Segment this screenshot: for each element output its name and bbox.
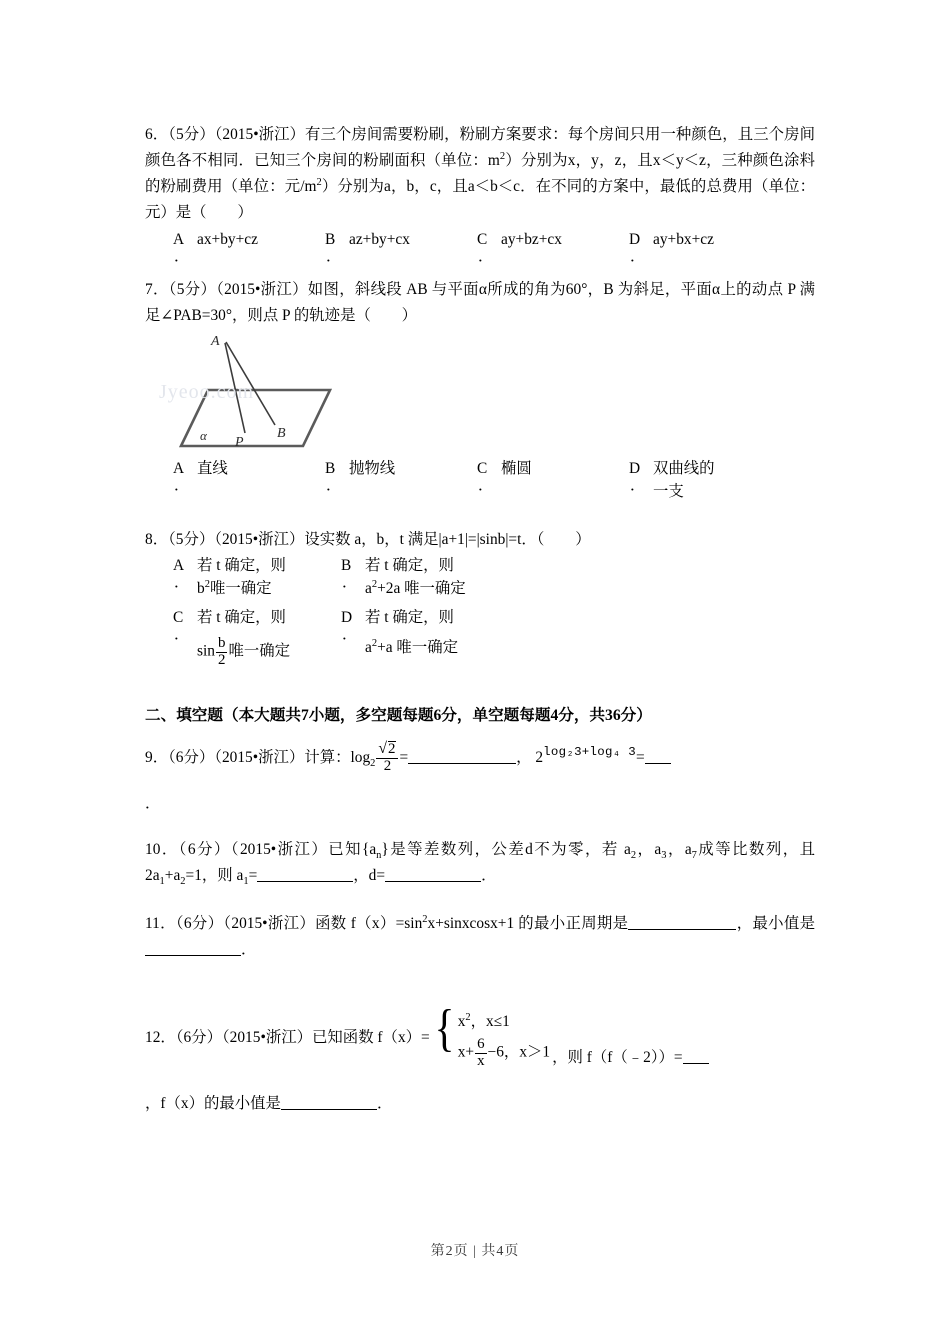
- case-2-pre: x+: [457, 1043, 475, 1061]
- case-2-frac-den: x: [477, 1052, 485, 1069]
- question-10: [145, 837, 815, 889]
- question-8-stem: [145, 527, 815, 553]
- answer-blank-12-2[interactable]: [281, 1094, 377, 1110]
- case-1-base: x: [457, 1012, 466, 1030]
- question-7-stem: [145, 277, 815, 329]
- question-10-l1b: }是等差数列，公差d不为零，若 a: [381, 840, 631, 858]
- question-9-fraction: [376, 741, 398, 775]
- question-9-frac-num: [376, 741, 398, 759]
- question-10-l1d: ，a: [666, 840, 692, 858]
- option-d-line2-sup: 2: [371, 637, 378, 649]
- label-p: P: [235, 435, 244, 450]
- option-c-dot: ．: [478, 477, 494, 494]
- option-d[interactable]: [341, 606, 593, 669]
- question-10-number: 10．: [145, 840, 179, 858]
- option-c-text: 椭圆: [501, 460, 532, 477]
- page-footer: 第2页 | 共4页: [430, 1244, 520, 1259]
- answer-blank-12-1[interactable]: [683, 1048, 709, 1064]
- question-9-eq-a: =: [399, 748, 409, 766]
- label-alpha: α: [200, 428, 207, 443]
- option-b[interactable]: [341, 554, 593, 600]
- option-a-text: [189, 554, 329, 600]
- option-d-letter: D ．: [629, 231, 646, 265]
- geometry-figure: [153, 333, 383, 455]
- question-12-score: （6分）: [175, 1028, 222, 1046]
- question-9-source: （2015•浙江）: [214, 748, 305, 766]
- option-a[interactable]: [173, 228, 325, 265]
- option-c[interactable]: [173, 606, 341, 669]
- question-10-source: （2015•浙江）: [230, 840, 329, 858]
- question-11-sin-sup: 2: [422, 913, 428, 925]
- question-10-l2e: ，d=: [353, 866, 386, 884]
- question-10-stem: [145, 837, 815, 889]
- question-6-options: [145, 228, 815, 265]
- radical-icon: √: [378, 740, 387, 758]
- question-7-stem-line2: 上的动点 P 满足∠PAB=30°，则点 P 的轨迹是（ ）: [145, 281, 815, 324]
- option-d-dot: ．: [630, 248, 646, 265]
- option-a-line2-pre: b: [197, 580, 205, 597]
- question-6-unit-sup-2: 2: [316, 176, 322, 188]
- option-d-line1: 若 t 确定，则: [365, 609, 454, 626]
- option-c-line1: 若 t 确定，则: [197, 609, 286, 626]
- option-a-dot: ．: [174, 574, 190, 591]
- question-9-radicand: 2: [388, 741, 396, 758]
- option-b-line2-post: +2a 唯一确定: [377, 580, 466, 597]
- question-9-exponent: log₂3+log₄ 3: [543, 744, 636, 759]
- question-11: [145, 911, 815, 963]
- question-6-stem-line1: 有三个房间需要粉刷，粉刷方案要求：每个房间只用一种颜色，: [305, 126, 738, 143]
- label-b: B: [277, 426, 286, 441]
- option-c-line2-post: 唯一确定: [228, 642, 291, 660]
- question-10-l2f: ．: [481, 866, 497, 884]
- question-11-l2a: 最小值是: [752, 914, 815, 932]
- option-d-letter: D ．: [341, 609, 358, 643]
- question-10-sub-7: 7: [691, 849, 697, 861]
- option-a[interactable]: [173, 457, 325, 503]
- option-a-letter: A ．: [173, 557, 190, 591]
- question-9-eq-b: =: [635, 748, 645, 766]
- question-7-number: 7．: [145, 281, 169, 298]
- question-12-l2b: ．: [376, 1094, 393, 1112]
- question-8-score: （5分）: [168, 531, 215, 548]
- answer-blank-11-1[interactable]: [628, 914, 736, 930]
- piecewise-case-2: [458, 1037, 550, 1070]
- question-7-source: （2015•浙江）: [216, 281, 308, 298]
- option-a-dot: ．: [174, 477, 190, 494]
- case-1-sup: 2: [465, 1011, 471, 1023]
- option-d-text: 双曲线的一支: [653, 460, 715, 500]
- question-10-l1e: 成等比数列，: [696, 840, 800, 858]
- option-b-letter: B ．: [341, 557, 358, 591]
- piecewise-function: [432, 999, 551, 1070]
- option-b-text: [357, 554, 497, 600]
- option-c-text: ay+bz+cx: [501, 231, 562, 248]
- question-10-l2d: =: [248, 866, 258, 884]
- question-12-number: 12．: [145, 1028, 176, 1046]
- question-10-sub-n: n: [376, 849, 382, 861]
- question-10-score: （6分）: [178, 840, 231, 858]
- question-9-number: 9．: [145, 748, 169, 766]
- question-10-sub-3: 3: [661, 849, 667, 861]
- option-b-dot: ．: [342, 574, 358, 591]
- option-c-fraction: $\frac{b}{2}$: [217, 635, 226, 668]
- option-d-line2-pre: a: [365, 639, 372, 656]
- question-10-l1a: 已知{a: [328, 840, 377, 858]
- option-a-dot: ．: [174, 248, 190, 265]
- question-6-stem-line2b: ）分别为x，y，z，且x＜: [505, 152, 676, 169]
- option-a[interactable]: [173, 554, 341, 600]
- option-a-line2-sup: 2: [204, 578, 210, 590]
- option-a-letter: A ．: [173, 231, 190, 265]
- question-6-stem: [145, 122, 815, 226]
- question-9-text-a: 计算：log: [304, 748, 371, 766]
- question-11-number: 11．: [145, 914, 176, 932]
- option-b-text: az+by+cx: [349, 231, 410, 248]
- option-b-letter: B ．: [325, 231, 342, 265]
- option-d-text: ay+bx+cz: [653, 231, 714, 248]
- question-10-l2b: +a: [164, 866, 181, 884]
- question-9-separator: ，: [516, 748, 532, 766]
- question-10-l2c: =1，则 a: [185, 866, 244, 884]
- option-d-dot: ．: [630, 477, 646, 494]
- case-2-frac-num: 6: [477, 1035, 485, 1052]
- option-b-letter: B ．: [325, 460, 342, 494]
- question-9-score: （6分）: [168, 748, 215, 766]
- option-b[interactable]: [325, 228, 477, 265]
- question-11-score: （6分）: [175, 914, 224, 932]
- option-c-dot: ．: [478, 248, 494, 265]
- question-6-unit-sup-1: 2: [499, 150, 506, 162]
- question-8-options: [145, 554, 593, 669]
- section-2-title: 二、填空题（本大题共7小题，多空题每题6分，单空题每题4分，共36分）: [145, 706, 652, 724]
- question-12-source: （2015•浙江）: [221, 1028, 313, 1046]
- page-content: [145, 122, 815, 1121]
- option-c-dot: ．: [174, 626, 190, 643]
- question-9-tail: ．: [145, 794, 161, 812]
- question-9-stem: [145, 735, 815, 775]
- question-11-l2b: ．: [241, 940, 257, 958]
- option-d[interactable]: [629, 457, 725, 503]
- option-a-line1: 若 t 确定，则: [197, 557, 286, 574]
- question-8-number: 8．: [145, 531, 169, 548]
- plane-alpha-diagram: [153, 333, 383, 455]
- question-6-number: 6．: [145, 126, 169, 143]
- option-c-letter: C ．: [477, 460, 494, 494]
- question-8-source: （2015•浙江）: [214, 531, 305, 548]
- question-7-score: （5分）: [168, 281, 217, 298]
- question-6-stem-line4: 案中，最低的总费用（单位：元）是（ ）: [145, 178, 815, 221]
- question-11-stem: [145, 911, 815, 963]
- answer-blank-9-2[interactable]: [645, 748, 671, 764]
- piecewise-cases: [458, 1007, 550, 1070]
- question-10-sub-a2: 2: [180, 875, 186, 887]
- left-brace-icon: {: [434, 999, 455, 1057]
- option-b[interactable]: [325, 457, 477, 503]
- question-11-l1a: 函数 f（x）=sin: [315, 914, 423, 932]
- piecewise-case-1: [458, 1007, 550, 1037]
- option-c-text: [189, 606, 329, 669]
- question-10-sub-2: 2: [630, 849, 637, 861]
- question-11-l1b: x+sinxcosx+1 的最小正周期是: [427, 914, 629, 932]
- question-12-l1a: 已知函数 f（x）=: [312, 1028, 430, 1046]
- option-b-line1: 若 t 确定，则: [365, 557, 454, 574]
- question-6-score: （5分）: [168, 126, 215, 143]
- question-11-source: （2015•浙江）: [223, 914, 316, 932]
- question-10-l1c: ，a: [636, 840, 662, 858]
- question-9: [145, 735, 815, 817]
- answer-blank-10-1[interactable]: [257, 866, 353, 882]
- question-6: [145, 122, 816, 265]
- option-c-letter: C ．: [173, 609, 190, 643]
- answer-blank-11-2[interactable]: [145, 940, 241, 956]
- question-12-stem: [145, 999, 815, 1071]
- question-9-frac-den: 2: [383, 757, 392, 774]
- option-a-text: ax+by+cz: [197, 231, 258, 248]
- question-6-stem-line2a: 且三个房间颜色各不相同．已知三个房间的粉刷面积（单位：m: [145, 126, 815, 169]
- option-b-dot: ．: [326, 248, 342, 265]
- question-10-sub-a1b: 1: [243, 875, 249, 887]
- question-12-l2a: ，f（x）的最小值是: [145, 1094, 281, 1112]
- question-7: [145, 277, 815, 503]
- question-11-l1c: ，: [736, 914, 753, 932]
- option-a-text: 直线: [197, 460, 228, 477]
- figure-watermark: Jyeoo.com: [159, 381, 255, 403]
- question-12-line2: [145, 1091, 815, 1117]
- option-c[interactable]: [477, 457, 629, 503]
- question-7-options: [145, 457, 815, 503]
- case-2-post: −6，x＞1: [487, 1043, 551, 1061]
- option-a-letter: A ．: [173, 460, 190, 494]
- label-a: A: [211, 334, 220, 349]
- question-10-sub-a1: 1: [159, 875, 165, 887]
- option-c-letter: C ．: [477, 231, 494, 265]
- question-6-source: （2015•浙江）: [214, 126, 306, 143]
- option-a-line2-post: 唯一确定: [209, 580, 272, 597]
- option-b-line2-sup: 2: [371, 578, 378, 590]
- option-b-text: 抛物线: [349, 460, 396, 477]
- option-c[interactable]: [477, 228, 629, 265]
- question-6-stem-line3b: ）分别为a，b，c，且a＜b＜c．在不同的方: [321, 178, 614, 195]
- option-d-line2-post: +a 唯一确定: [377, 639, 458, 656]
- option-b-dot: ．: [326, 477, 342, 494]
- option-d[interactable]: [629, 228, 714, 265]
- question-8-stem-line1: 设实数 a，b，t 满足|a+1|=|sinb|=t．（ ）: [304, 531, 591, 548]
- answer-blank-10-2[interactable]: [385, 866, 481, 882]
- option-b-line2-pre: a: [365, 580, 372, 597]
- question-10-l2a: 且 2a: [145, 840, 815, 884]
- option-d-dot: ．: [342, 626, 358, 643]
- answer-blank-9-1[interactable]: [408, 748, 516, 764]
- case-1-cond: ，x≤1: [470, 1012, 510, 1030]
- question-8: [145, 527, 815, 669]
- question-7-stem-line1: 如图，斜线段 AB 与平面α所成的角为60°，B 为斜足，平面α: [307, 281, 721, 298]
- option-d-text: [357, 606, 458, 659]
- case-2-fraction: [475, 1037, 486, 1070]
- option-c-line2-pre: sin: [197, 642, 215, 660]
- question-12-l1b: ，则 f（f（﹣2））=: [552, 1048, 683, 1066]
- question-9-base: 2: [535, 748, 544, 766]
- question-9-log-base: 2: [370, 757, 376, 769]
- question-12: [145, 999, 815, 1117]
- question-6-stem-line3a: y＜z，三种颜色涂料的粉刷费用（单位：元/m: [145, 152, 816, 195]
- option-d-letter: D ．: [629, 460, 646, 494]
